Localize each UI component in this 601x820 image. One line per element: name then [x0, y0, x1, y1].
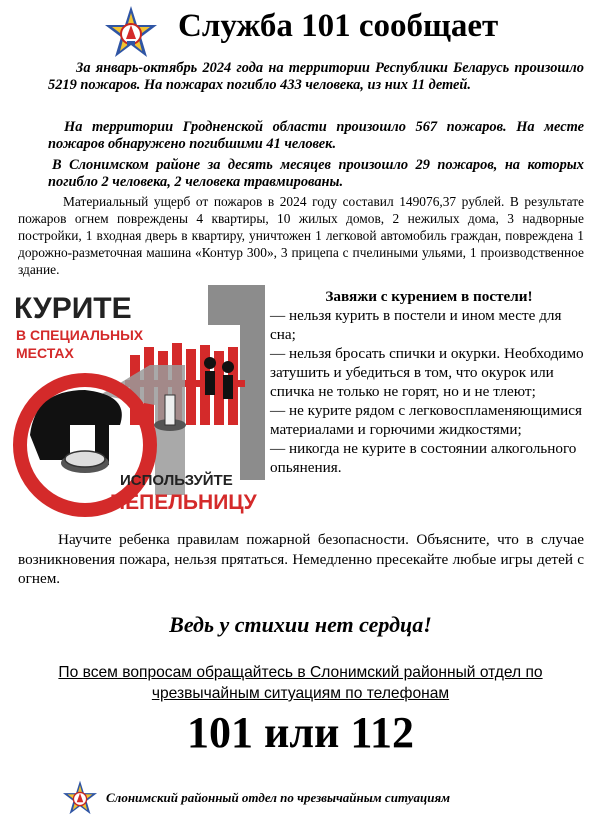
page-title: Служба 101 сообщает [178, 8, 499, 44]
paragraph-damage: Материальный ущерб от пожаров в 2024 году составил 149076,37 рублей. В результате пожаров огнем повреждены 4 квартиры, 10 жилых домов, 2 нежилых дома, 3 надворные постройки, 1 входная дверь в квартиру, уничтожен 1 легковой автомобиль граждан, повреждена 1 дорожно-разметочная машина «Контур 300», 3 прицепа с пчелиными ульями, 1 производственное здание. [18, 194, 584, 277]
rules-item: — не курите рядом с легковоспламеняющимися материалами и горючими жидкостями; [270, 402, 582, 438]
poster-text-places: МЕСТАХ [16, 345, 74, 361]
emergency-ministry-emblem-icon [100, 5, 162, 63]
rules-item: — никогда не курите в состоянии алкогольного опьянения. [270, 440, 577, 476]
contact-line: По всем вопросам обращайтесь в Слонимский районный отдел по [58, 664, 543, 681]
poster-text-special: В СПЕЦИАЛЬНЫХ [16, 327, 144, 343]
poster-text-ashtray: ПЕПЕЛЬНИЦУ [110, 491, 257, 514]
emergency-ministry-emblem-icon [58, 780, 102, 818]
smoking-poster-image [10, 285, 265, 520]
paragraph-grodno-stats: На территории Гродненской области произошло 567 пожаров. На месте пожаров обнаружено погибшими 41 человек. [48, 119, 584, 152]
phone-numbers: 101 или 112 [187, 708, 414, 757]
slogan: Ведь у стихии нет сердца! [169, 612, 432, 637]
rules-item: — нельзя курить в постели и ином месте для сна; [270, 307, 562, 343]
paragraph-child-advice: Научите ребенка правилам пожарной безопасности. Объясните, что в случае возникновения пожара, нельзя прятаться. Немедленно пресекайте любые игры детей с огнем. [18, 531, 584, 587]
poster-text-smoke: КУРИТЕ [14, 292, 132, 325]
contact-line: чрезвычайным ситуациям по телефонам [151, 685, 450, 702]
paragraph-belarus-stats: За январь-октябрь 2024 года на территории Республики Беларусь произошло 5219 пожаров. На пожарах погибло 433 человека, из них 11 детей. [48, 60, 584, 93]
contact-text [0, 662, 601, 704]
rules-item: — нельзя бросать спички и окурки. Необходимо затушить и убедиться в том, что окурок или спичка не только не горят, но и не тлеют; [270, 345, 584, 400]
poster-text-use: ИСПОЛЬЗУЙТЕ [120, 472, 233, 489]
smoking-rules-block [270, 287, 588, 477]
paragraph-slonim-stats: В Слонимском районе за десять месяцев произошло 29 пожаров, на которых погибло 2 человека, 2 человека травмированы. [48, 157, 584, 190]
footer-text: Слонимский районный отдел по чрезвычайным ситуациям [106, 790, 451, 805]
rules-title: Завяжи с курением в постели! [325, 288, 533, 305]
